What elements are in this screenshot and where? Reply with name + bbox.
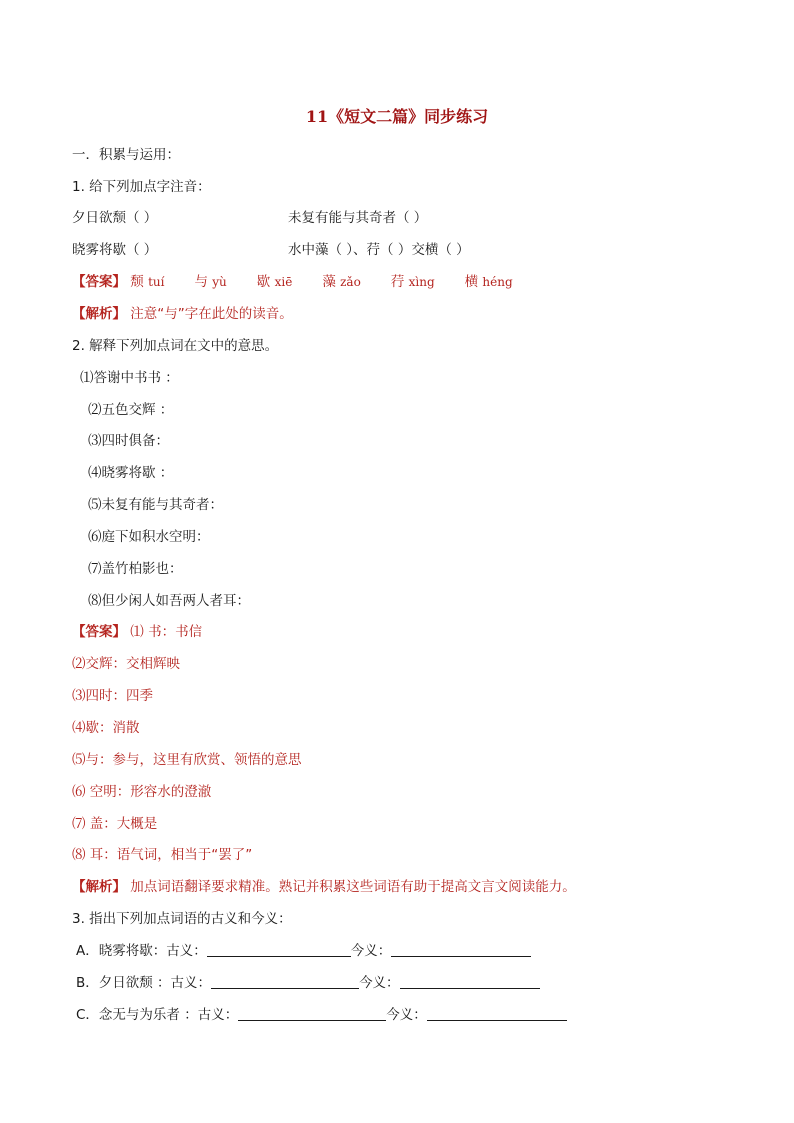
q2-item: ⑸未复有能与其奇者： (88, 497, 223, 513)
answer-char: 颓 (130, 274, 149, 290)
q2-item: ⑻但少闲人如吾两人者耳： (88, 593, 250, 609)
q2-item: ⑵五色交辉 ： (88, 402, 174, 418)
q2-answer: ⑵交辉：交相辉映 (72, 656, 180, 672)
q3-label: A．晓雾将歇：古义： (76, 943, 207, 959)
q1-answer-item (130, 274, 164, 290)
q2-item: ⑹庭下如积水空明： (88, 529, 210, 545)
q1-answer-item (391, 274, 435, 290)
answer-tag: 【答案】 (72, 274, 126, 290)
answer-char: 藻 (322, 274, 341, 290)
q2-analysis (72, 877, 576, 897)
q2-answer: ⑺ 盖：大概是 (72, 816, 158, 832)
q2-answer: ⑹ 空明：形容水的澄澈 (72, 784, 212, 800)
q1-answer-item (465, 274, 513, 290)
q2-answer: ⑷歇：消散 (72, 720, 140, 736)
q3-item-a (76, 941, 531, 961)
q3-now-label: 今义： (359, 975, 400, 991)
q3-prompt: 3. 指出下列加点词语的古义和今义： (72, 911, 292, 927)
q1-analysis-text: 注意“与”字在此处的读音。 (130, 306, 293, 322)
answer-pinyin: yù (212, 275, 227, 289)
q2-analysis-text: 加点词语翻译要求精准。熟记并积累这些词语有助于提高文言文阅读能力。 (130, 879, 576, 895)
q2-item: ⑶四时俱备： (88, 433, 169, 449)
answer-char: 荇 (390, 274, 409, 290)
answer-tag: 【答案】 (72, 624, 126, 640)
section-heading: 一．积累与运用： (72, 147, 180, 163)
answer-blank[interactable] (391, 942, 531, 957)
answer-char: 横 (464, 274, 483, 290)
q3-item-b (76, 973, 540, 993)
q1-answer-item (194, 274, 226, 290)
q2-answer: ⑴ 书：书信 (130, 624, 203, 640)
q2-item: ⑷晓雾将歇 ： (88, 465, 174, 481)
q1-analysis (72, 304, 293, 324)
q2-answer: ⑻ 耳：语气词，相当于“罢了” (72, 847, 253, 863)
q3-now-label: 今义： (350, 943, 392, 959)
analysis-tag: 【解析】 (72, 879, 126, 895)
q2-answer: ⑶四时：四季 (72, 688, 153, 704)
answer-pinyin: zǎo (340, 275, 361, 289)
answer-char: 歇 (256, 274, 275, 290)
q1-item-2: 未复有能与其奇者（ ） (288, 210, 428, 226)
q1-answer-item (257, 274, 293, 290)
q3-item-c (76, 1005, 567, 1025)
answer-pinyin: héng (482, 275, 513, 289)
q1-item-4: 水中藻（ ）、荇（ ）交横（ ） (288, 242, 470, 258)
q3-now-label: 今义： (386, 1007, 427, 1023)
analysis-tag: 【解析】 (72, 306, 126, 322)
q1-item-1: 夕日欲颓（ ） (72, 210, 158, 226)
answer-char: 与 (194, 274, 213, 290)
q1-item-3: 晓雾将歇（ ） (72, 242, 158, 258)
q1-prompt: 1. 给下列加点字注音： (72, 179, 211, 195)
answer-blank[interactable] (427, 1006, 567, 1021)
document-title: 11《短文二篇》同步练习 (305, 107, 489, 126)
q1-answer-item (322, 274, 361, 290)
answer-blank[interactable] (400, 974, 540, 989)
answer-blank[interactable] (211, 974, 359, 989)
answer-pinyin: xiē (274, 275, 293, 289)
answer-pinyin: tuí (148, 275, 165, 289)
q2-prompt: 2. 解释下列加点词在文中的意思。 (72, 338, 279, 354)
q2-item: ⑴答谢中书书 ： (80, 370, 179, 386)
q1-answer (72, 272, 543, 292)
q3-label: B．夕日欲颓 ：古义： (76, 975, 212, 991)
q2-answer-first (72, 622, 202, 642)
q2-item: ⑺盖竹柏影也： (88, 561, 183, 577)
q2-answer: ⑸与：参与，这里有欣赏、领悟的意思 (72, 752, 302, 768)
answer-pinyin: xìng (408, 275, 435, 289)
q3-label: C．念无与为乐者 ：古义： (76, 1007, 239, 1023)
answer-blank[interactable] (207, 942, 351, 957)
q1-answer-list (130, 274, 542, 290)
answer-blank[interactable] (238, 1006, 386, 1021)
